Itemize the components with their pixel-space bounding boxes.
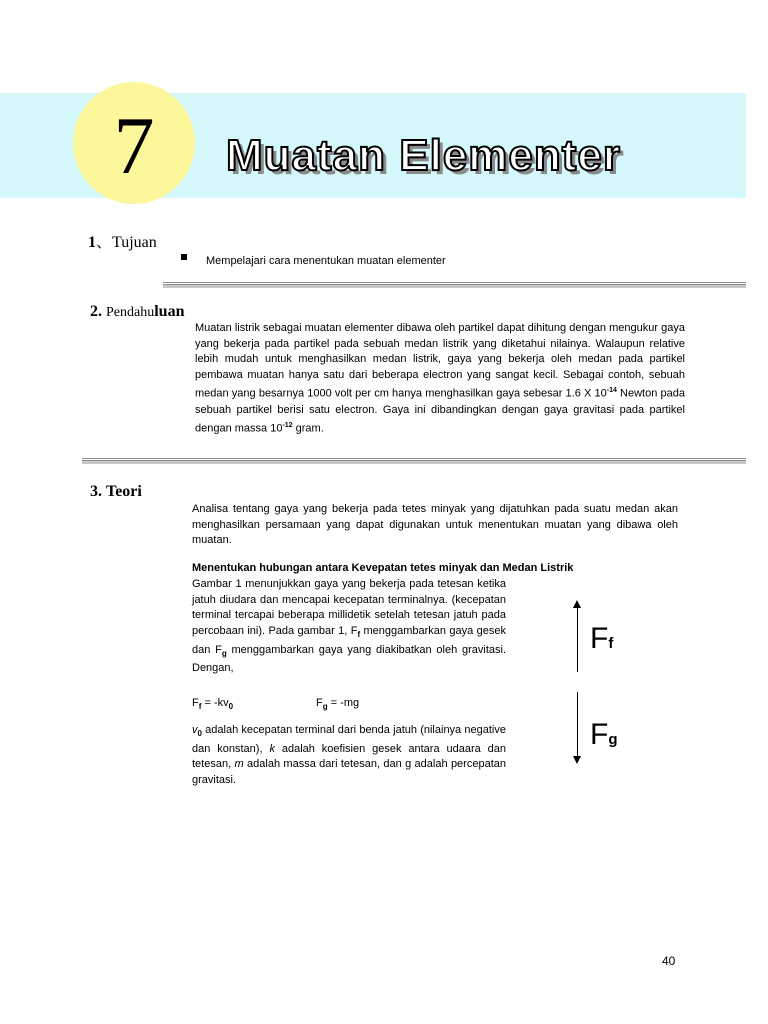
section-2-title-part-a: Pendahu xyxy=(106,305,155,320)
fg-subscript: g xyxy=(608,731,618,748)
page-number: 40 xyxy=(662,954,676,968)
para1-sub-f: f xyxy=(357,629,361,639)
para1-sub-g: g xyxy=(221,648,227,658)
chapter-title: Muatan Elementer xyxy=(226,131,621,180)
para1-text-b: menggambarkan gaya gesek dan F xyxy=(192,624,506,656)
tujuan-bullet-text: Mempelajari cara menentukan muatan elementer xyxy=(206,255,446,267)
section-3-title: Teori xyxy=(106,483,142,500)
section-1-separator: 、 xyxy=(96,234,113,251)
para2-text-a: adalah kecepatan terminal dari benda jatuh (nilainya negative dan konstan), xyxy=(192,724,506,755)
para2-v-sub: 0 xyxy=(197,729,202,739)
section-2-title-part-b: luan xyxy=(154,303,185,320)
pendahuluan-text-1: Muatan listrik sebagai muatan elementer dibawa oleh partikel dapat dihitung dengan mengukur gaya yang bekerja pada partikel pada sebuah medan listrik yang diketahui nilainya. Walaupun relative lebih mudah untuk menghasilkan medan listrik, gaya yang bekerja oleh medan pada partikel pembawa muatan hanya satu dari beberapa electron yang sangat kecil. Sebagai contoh, sebuah medan yang besarnya 1000 volt per cm hanya menghasilkan gaya sebesar 1.6 X 10 xyxy=(195,322,685,401)
eq2-text: = -mg xyxy=(327,697,360,709)
fg-symbol: F xyxy=(590,718,609,751)
ff-subscript: f xyxy=(608,635,614,652)
para1-text-a: Gambar 1 menunjukkan gaya yang bekerja pada tetesan ketika jatuh diudara dan mencapai kecepatan terminalnya. (kecepatan terminal tercapai beberapa millidetik setelah tetesan jatuh pada percobaan ini). Pada gambar 1, F xyxy=(192,578,506,637)
para2-k: k xyxy=(269,742,275,755)
equation-friction xyxy=(192,697,233,711)
gravity-force-line xyxy=(577,692,578,756)
section-1-title: Tujuan xyxy=(112,234,157,251)
exponent-1: -14 xyxy=(606,387,617,395)
section-divider xyxy=(82,458,746,461)
para2-text-b: adalah koefisien gesek antara udaara dan tetesan, xyxy=(192,742,507,771)
eq2-subscript: g xyxy=(322,702,328,712)
eq1-subscript: f xyxy=(198,702,202,712)
eq1-subscript-v: 0 xyxy=(228,702,234,712)
section-2-heading xyxy=(90,303,184,321)
para2-m: m xyxy=(234,758,244,771)
eq1-symbol: F xyxy=(192,697,199,709)
bullet-square-icon xyxy=(181,254,187,260)
section-divider xyxy=(163,282,746,285)
para2-v: v xyxy=(192,724,198,736)
chapter-number: 7 xyxy=(113,100,155,191)
gravity-force-label xyxy=(590,718,618,757)
teori-paragraph-2 xyxy=(192,723,506,789)
friction-force-line xyxy=(577,606,578,672)
equation-gravity xyxy=(316,697,359,711)
pendahuluan-text-3: gram. xyxy=(292,422,324,435)
eq2-symbol: F xyxy=(316,697,323,709)
teori-intro: Analisa tentang gaya yang bekerja pada tetes minyak yang dijatuhkan pada suatu medan akan menghasilkan persamaan yang dapat digunakan untuk menentukan muatan yang dibawa oleh muatan. xyxy=(192,503,678,547)
para2-text-c: adalah massa dari tetesan, dan g adalah percepatan gravitasi. xyxy=(192,758,506,786)
section-1-number: 1 xyxy=(88,234,96,251)
section-3-heading xyxy=(90,483,142,501)
teori-subheading: Menentukan hubungan antara Kevepatan tetes minyak dan Medan Listrik xyxy=(192,562,574,574)
section-1-heading xyxy=(88,229,157,252)
teori-paragraph-1 xyxy=(192,577,506,677)
eq1-text: = -kv xyxy=(201,697,229,709)
pendahuluan-text-2: Newton pada sebuah partikel berisi satu electron. Gaya ini dibandingkan dengan gaya gravitasi pada partikel dengan massa 10 xyxy=(195,388,685,435)
section-2-number: 2. xyxy=(90,303,102,320)
ff-symbol: F xyxy=(590,622,609,655)
friction-force-label xyxy=(590,622,613,661)
para1-text-c: menggambarkan gaya yang diakibatkan oleh gravitasi. Dengan, xyxy=(192,643,506,675)
arrow-down-icon xyxy=(573,756,581,764)
pendahuluan-paragraph xyxy=(195,321,685,437)
exponent-2: -12 xyxy=(282,422,293,430)
section-3-number: 3. xyxy=(90,483,102,500)
